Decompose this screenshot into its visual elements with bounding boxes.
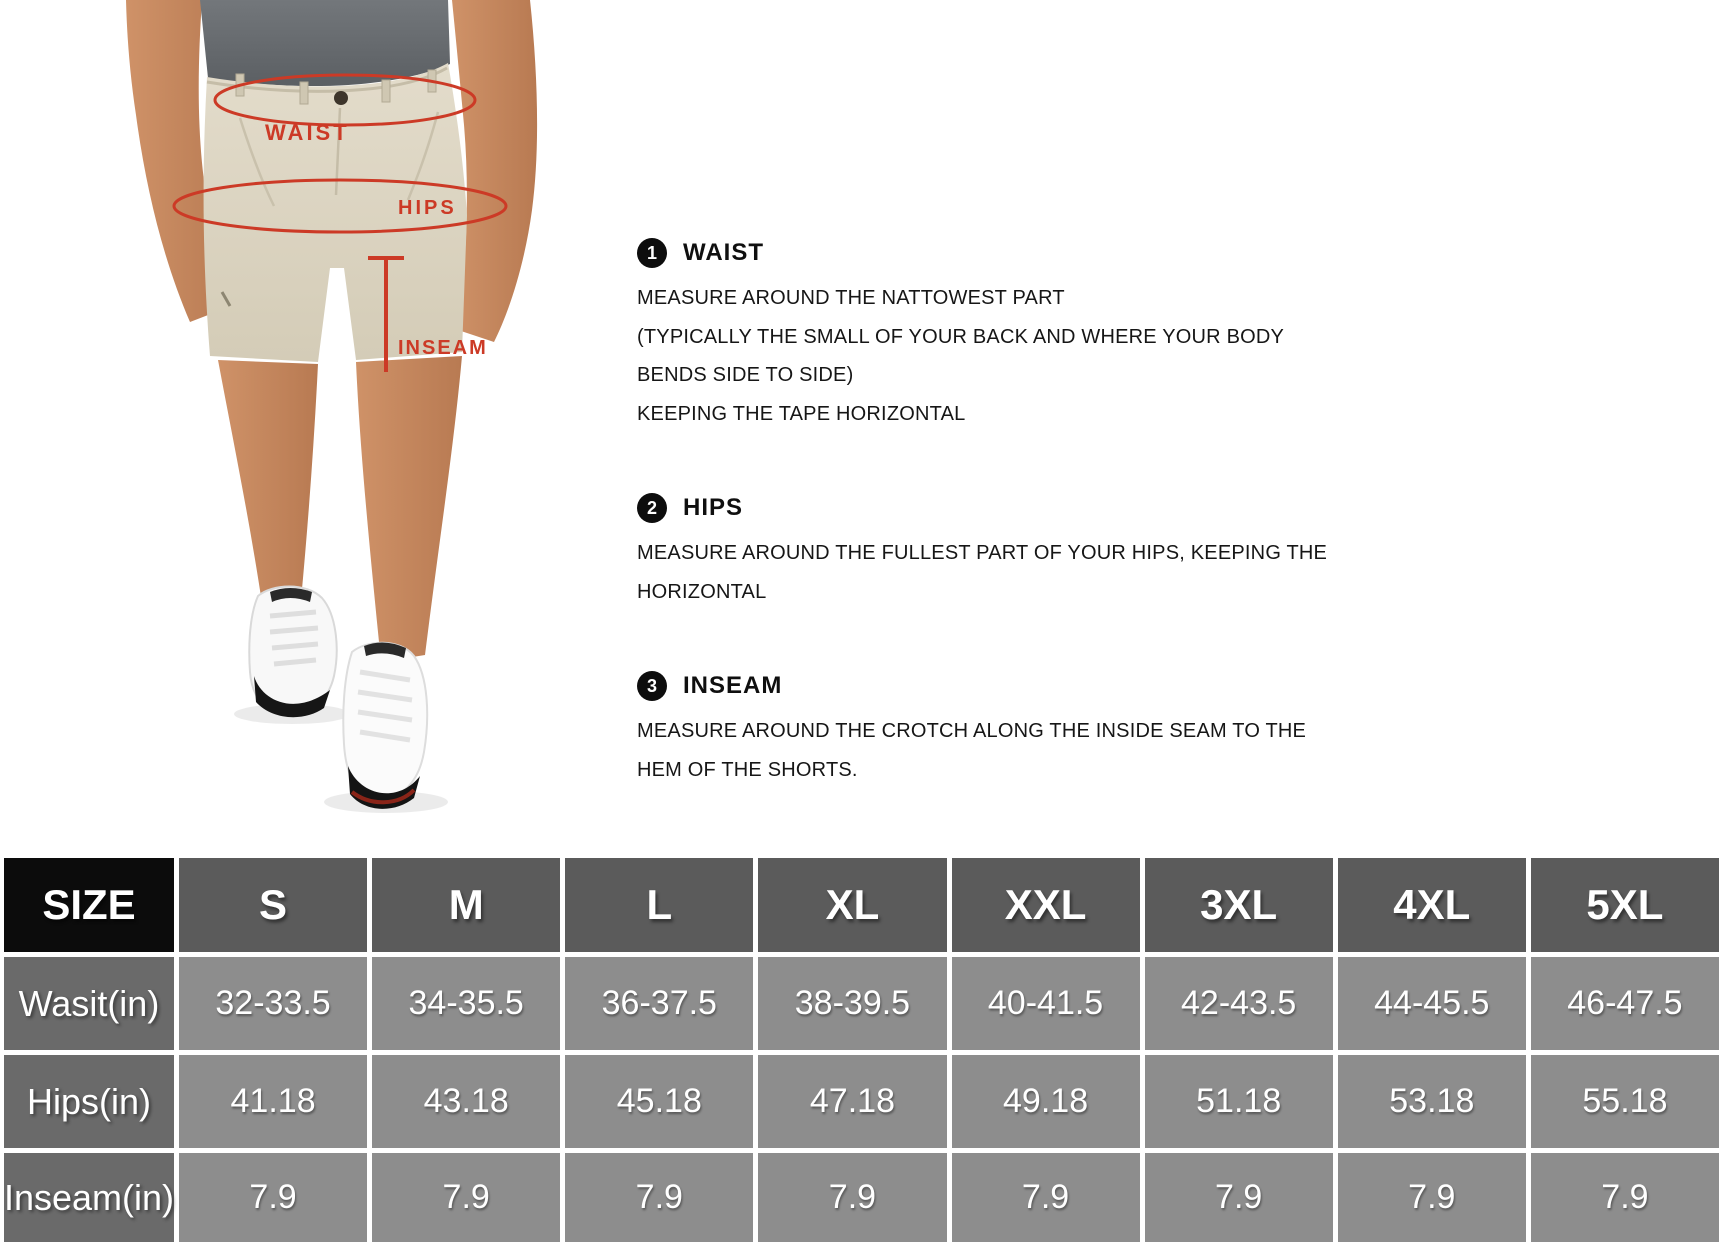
size-table-header-size: SIZE bbox=[4, 858, 174, 952]
size-table-cell: 44-45.5 bbox=[1338, 957, 1526, 1050]
waist-label: WAIST bbox=[265, 120, 350, 145]
size-table-row-label-hips: Hips(in) bbox=[4, 1055, 174, 1148]
model-illustration bbox=[0, 0, 580, 860]
size-table-cell: 36-37.5 bbox=[565, 957, 753, 1050]
left-shoe bbox=[249, 587, 336, 718]
hips-label: HIPS bbox=[398, 197, 457, 219]
size-table-cell: 38-39.5 bbox=[758, 957, 946, 1050]
size-table-header-xxl: XXL bbox=[952, 858, 1140, 952]
size-table-cell: 7.9 bbox=[179, 1153, 367, 1242]
size-table-cell: 55.18 bbox=[1531, 1055, 1719, 1148]
size-table-header-s: S bbox=[179, 858, 367, 952]
size-table-header-l: L bbox=[565, 858, 753, 952]
size-table-cell: 7.9 bbox=[1145, 1153, 1333, 1242]
size-table-cell: 41.18 bbox=[179, 1055, 367, 1148]
size-table-cell: 7.9 bbox=[565, 1153, 753, 1242]
instruction-section-inseam bbox=[637, 669, 1397, 789]
size-table-cell: 7.9 bbox=[952, 1153, 1140, 1242]
step-2-badge: 2 bbox=[637, 493, 667, 523]
instruction-line: HORIZONTAL bbox=[637, 580, 767, 603]
size-table-row-label-inseam: Inseam(in) bbox=[4, 1153, 174, 1242]
size-table-cell: 49.18 bbox=[952, 1055, 1140, 1148]
instruction-line: (TYPICALLY THE SMALL OF YOUR BACK AND WHERE YOUR BODY bbox=[637, 325, 1285, 348]
instruction-section-waist bbox=[637, 236, 1397, 433]
size-table-cell: 51.18 bbox=[1145, 1055, 1333, 1148]
measuring-instructions bbox=[637, 236, 1397, 847]
shirt bbox=[200, 0, 450, 86]
size-table-cell: 40-41.5 bbox=[952, 957, 1140, 1050]
size-table-cell: 45.18 bbox=[565, 1055, 753, 1148]
size-table-cell: 7.9 bbox=[758, 1153, 946, 1242]
size-table-cell: 7.9 bbox=[1531, 1153, 1719, 1242]
instruction-line: MEASURE AROUND THE NATTOWEST PART bbox=[637, 287, 1065, 309]
size-table-cell: 47.18 bbox=[758, 1055, 946, 1148]
size-table-cell: 42-43.5 bbox=[1145, 957, 1333, 1050]
instruction-line: KEEPING THE TAPE HORIZONTAL bbox=[637, 402, 966, 425]
step-3-badge: 3 bbox=[637, 671, 667, 701]
right-leg bbox=[356, 356, 462, 662]
inseam-label: INSEAM bbox=[398, 337, 488, 359]
model-photo bbox=[0, 0, 580, 860]
instruction-line: BENDS SIDE TO SIDE) bbox=[637, 364, 854, 386]
size-table-header-3xl: 3XL bbox=[1145, 858, 1333, 952]
instruction-title-inseam: INSEAM bbox=[683, 672, 783, 699]
size-table-cell: 46-47.5 bbox=[1531, 957, 1719, 1050]
size-table-header-xl: XL bbox=[758, 858, 946, 952]
size-table-cell: 34-35.5 bbox=[372, 957, 560, 1050]
step-1-badge: 1 bbox=[637, 238, 667, 268]
size-table-header-5xl: 5XL bbox=[1531, 858, 1719, 952]
left-leg bbox=[218, 360, 318, 610]
size-table-cell: 32-33.5 bbox=[179, 957, 367, 1050]
right-shoe bbox=[343, 642, 427, 808]
instruction-title-hips: HIPS bbox=[683, 494, 744, 521]
size-table-header-m: M bbox=[372, 858, 560, 952]
waist-button bbox=[334, 91, 348, 105]
instruction-section-hips bbox=[637, 491, 1397, 611]
right-arm bbox=[452, 0, 537, 342]
size-table-row-label-waist: Wasit(in) bbox=[4, 957, 174, 1050]
size-table-cell: 53.18 bbox=[1338, 1055, 1526, 1148]
instruction-line: HEM OF THE SHORTS. bbox=[637, 758, 858, 781]
instruction-title-waist: WAIST bbox=[683, 239, 764, 266]
size-table-cell: 7.9 bbox=[372, 1153, 560, 1242]
size-table-cell: 43.18 bbox=[372, 1055, 560, 1148]
instruction-line: MEASURE AROUND THE CROTCH ALONG THE INSIDE SEAM TO THE bbox=[637, 720, 1307, 742]
size-table bbox=[4, 858, 1719, 1242]
size-table-cell: 7.9 bbox=[1338, 1153, 1526, 1242]
size-table-header-4xl: 4XL bbox=[1338, 858, 1526, 952]
instruction-line: MEASURE AROUND THE FULLEST PART OF YOUR HIPS, KEEPING THE bbox=[637, 542, 1328, 564]
